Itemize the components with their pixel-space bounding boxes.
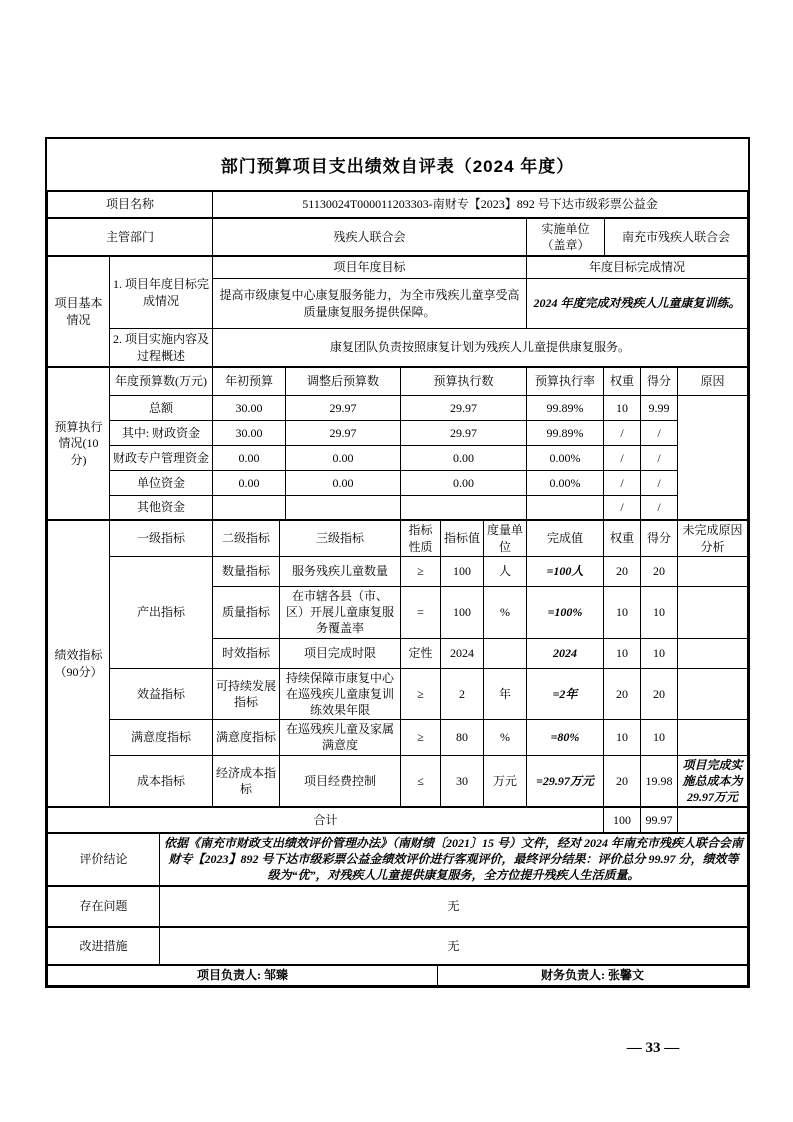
- ind-row-4-weight: 10: [604, 720, 641, 755]
- budget-row-1-initial: 30.00: [213, 421, 286, 446]
- ind-row-0-weight: 20: [604, 557, 641, 587]
- budget-row-4-initial: [213, 496, 286, 520]
- ind-row-1-nature: =: [401, 587, 441, 639]
- ind-row-2-reason: [678, 638, 748, 668]
- problems-text: 无: [160, 886, 748, 926]
- ind-row-0-l1: 产出指标: [110, 557, 213, 669]
- conclusion-band: [47, 833, 748, 886]
- budget-row-1-name: 其中: 财政资金: [110, 421, 213, 446]
- ind-row-5-l1: 成本指标: [110, 755, 213, 807]
- ind-header-l3: 三级指标: [280, 521, 401, 557]
- budget-row-1-executed: 29.97: [401, 421, 527, 446]
- ind-row-5-score: 19.98: [641, 755, 678, 807]
- ind-row-0-actual: =100人: [527, 557, 604, 587]
- improvements-label: 改进措施: [48, 927, 160, 964]
- ind-row-5-l3: 项目经费控制: [280, 755, 401, 807]
- basic-row2-label: 2. 项目实施内容及过程概述: [110, 329, 213, 367]
- budget-row-3-adjusted: 0.00: [286, 471, 401, 496]
- table-row: [48, 421, 748, 446]
- indicators-section-label: 绩效指标（90分）: [48, 521, 110, 807]
- basic-section-label: 项目基本情况: [48, 257, 110, 367]
- budget-row-0-weight: 10: [604, 396, 641, 421]
- ind-row-1-l2: 质量指标: [213, 587, 280, 639]
- ind-row-4-l1: 满意度指标: [110, 720, 213, 755]
- budget-header-initial: 年初预算: [213, 368, 286, 396]
- ind-row-1-reason: [678, 587, 748, 639]
- goal-completion-text: 2024 年度完成对残疾人儿童康复训练。: [527, 279, 748, 329]
- ind-row-1-unit: %: [484, 587, 527, 639]
- budget-header-reason: 原因: [678, 368, 748, 396]
- ind-row-0-reason: [678, 557, 748, 587]
- ind-row-1-l3: 在市辖各县（市、区）开展儿童康复服务覆盖率: [280, 587, 401, 639]
- ind-row-0-unit: 人: [484, 557, 527, 587]
- improvements-band: [47, 927, 748, 965]
- ind-row-4-unit: %: [484, 720, 527, 755]
- ind-row-3-nature: ≥: [401, 668, 441, 720]
- budget-header-adjusted: 调整后预算数: [286, 368, 401, 396]
- goal-completion-header: 年度目标完成情况: [527, 257, 748, 279]
- table-row: [48, 668, 748, 720]
- project-name-label: 项目名称: [48, 192, 213, 218]
- budget-row-2-score: /: [641, 446, 678, 471]
- budget-row-0-name: 总额: [110, 396, 213, 421]
- budget-row-2-adjusted: 0.00: [286, 446, 401, 471]
- budget-row-2-executed: 0.00: [401, 446, 527, 471]
- ind-row-4-nature: ≥: [401, 720, 441, 755]
- ind-row-1-weight: 10: [604, 587, 641, 639]
- ind-row-2-score: 10: [641, 638, 678, 668]
- ind-row-1-score: 10: [641, 587, 678, 639]
- ind-row-2-weight: 10: [604, 638, 641, 668]
- dept-label: 主管部门: [48, 219, 213, 256]
- impl-unit-label: 实施单位（盖章）: [527, 219, 605, 256]
- budget-row-0-rate: 99.89%: [527, 396, 604, 421]
- budget-row-2-weight: /: [604, 446, 641, 471]
- ind-header-actual: 完成值: [527, 521, 604, 557]
- ind-header-l1: 一级指标: [110, 521, 213, 557]
- improvements-text: 无: [160, 927, 748, 964]
- ind-row-3-l2: 可持续发展指标: [213, 668, 280, 720]
- budget-header-rate: 预算执行率: [527, 368, 604, 396]
- budget-row-4-score: /: [641, 496, 678, 520]
- budget-header-executed: 预算执行数: [401, 368, 527, 396]
- ind-row-0-score: 20: [641, 557, 678, 587]
- table-row: [48, 755, 748, 807]
- total-label: 合计: [48, 808, 604, 833]
- table-row: [48, 496, 748, 520]
- ind-row-0-value: 100: [441, 557, 484, 587]
- dept-value: 残疾人联合会: [213, 219, 527, 256]
- ind-header-score: 得分: [641, 521, 678, 557]
- impl-unit-value: 南充市残疾人联合会: [605, 219, 748, 256]
- ind-header-weight: 权重: [604, 521, 641, 557]
- annual-goal-header: 项目年度目标: [213, 257, 527, 279]
- budget-row-4-name: 其他资金: [110, 496, 213, 520]
- ind-row-2-nature: 定性: [401, 638, 441, 668]
- ind-row-5-unit: 万元: [484, 755, 527, 807]
- ind-row-3-weight: 20: [604, 668, 641, 720]
- total-score: 99.97: [641, 808, 678, 833]
- budget-band: [47, 367, 748, 520]
- table-row: [48, 557, 748, 587]
- project-name-value: 51130024T000011203303-南财专【2023】892 号下达市级彩票公益金: [213, 192, 748, 218]
- budget-row-4-adjusted: [286, 496, 401, 520]
- table-title: 部门预算项目支出绩效自评表（2024 年度）: [47, 139, 748, 191]
- ind-row-4-reason: [678, 720, 748, 755]
- budget-row-0-score: 9.99: [641, 396, 678, 421]
- ind-row-5-value: 30: [441, 755, 484, 807]
- ind-row-4-value: 80: [441, 720, 484, 755]
- ind-header-unit: 度量单位: [484, 521, 527, 557]
- ind-row-1-value: 100: [441, 587, 484, 639]
- total-weight: 100: [604, 808, 641, 833]
- table-row: [48, 471, 748, 496]
- total-reason: [678, 808, 748, 833]
- ind-row-3-reason: [678, 668, 748, 720]
- ind-row-5-reason: 项目完成实施总成本为29.97万元: [678, 755, 748, 807]
- budget-row-2-rate: 0.00%: [527, 446, 604, 471]
- budget-header-annual: 年度预算数(万元): [110, 368, 213, 396]
- budget-row-4-weight: /: [604, 496, 641, 520]
- ind-header-reason: 未完成原因分析: [678, 521, 748, 557]
- ind-row-2-actual: 2024: [527, 638, 604, 668]
- annual-goal-text: 提高市级康复中心康复服务能力，为全市残疾儿童享受高质量康复服务提供保障。: [213, 279, 527, 329]
- table-row: [48, 396, 748, 421]
- budget-row-0-adjusted: 29.97: [286, 396, 401, 421]
- budget-row-1-adjusted: 29.97: [286, 421, 401, 446]
- budget-row-4-rate: [527, 496, 604, 520]
- budget-row-1-rate: 99.89%: [527, 421, 604, 446]
- total-band: [47, 807, 748, 833]
- budget-row-1-weight: /: [604, 421, 641, 446]
- ind-row-5-weight: 20: [604, 755, 641, 807]
- budget-row-3-executed: 0.00: [401, 471, 527, 496]
- ind-row-4-l3: 在巡残疾儿童及家属满意度: [280, 720, 401, 755]
- ind-row-0-nature: ≥: [401, 557, 441, 587]
- budget-row-2-name: 财政专户管理资金: [110, 446, 213, 471]
- conclusion-text: 依据《南充市财政支出绩效评价管理办法》（南财绩〔2021〕15 号）文件，经对 2024 年南充市残疾人联合会南财专【2023】892 号下达市级彩票公益金绩效评价进行客观评价，最终评分结果：评价总分 99.97 分，绩效等级为“优”，对残疾人儿童提供康复服务，全方位提升残疾人生活质量。: [160, 834, 748, 886]
- evaluation-table: [45, 137, 750, 988]
- budget-reason-cell: [678, 396, 748, 520]
- ind-row-3-value: 2: [441, 668, 484, 720]
- ind-row-5-l2: 经济成本指标: [213, 755, 280, 807]
- budget-row-0-initial: 30.00: [213, 396, 286, 421]
- finance-lead-signature: 财务负责人: 张馨文: [438, 965, 748, 985]
- page-number: — 33 —: [626, 1040, 680, 1056]
- problems-label: 存在问题: [48, 886, 160, 926]
- ind-row-5-nature: ≤: [401, 755, 441, 807]
- budget-header-weight: 权重: [604, 368, 641, 396]
- ind-row-4-score: 10: [641, 720, 678, 755]
- budget-row-0-executed: 29.97: [401, 396, 527, 421]
- project-name-band: [47, 191, 748, 218]
- basic-row1-label: 1. 项目年度目标完成情况: [110, 257, 213, 329]
- ind-row-2-unit: [484, 638, 527, 668]
- ind-header-nature: 指标性质: [401, 521, 441, 557]
- basic-info-band: [47, 256, 748, 367]
- budget-row-1-score: /: [641, 421, 678, 446]
- basic-row2-text: 康复团队负责按照康复计划为残疾人儿童提供康复服务。: [213, 329, 748, 367]
- ind-row-4-actual: =80%: [527, 720, 604, 755]
- budget-row-3-score: /: [641, 471, 678, 496]
- ind-row-3-actual: =2年: [527, 668, 604, 720]
- table-row: [48, 446, 748, 471]
- budget-row-3-rate: 0.00%: [527, 471, 604, 496]
- ind-row-3-score: 20: [641, 668, 678, 720]
- ind-row-5-actual: =29.97万元: [527, 755, 604, 807]
- signature-band: [47, 965, 748, 986]
- problems-band: [47, 886, 748, 927]
- department-band: [47, 218, 748, 256]
- indicators-band: [47, 520, 748, 807]
- conclusion-label: 评价结论: [48, 834, 160, 886]
- ind-row-4-l2: 满意度指标: [213, 720, 280, 755]
- budget-row-3-name: 单位资金: [110, 471, 213, 496]
- ind-header-l2: 二级指标: [213, 521, 280, 557]
- ind-row-1-actual: =100%: [527, 587, 604, 639]
- ind-row-0-l2: 数量指标: [213, 557, 280, 587]
- budget-header-score: 得分: [641, 368, 678, 396]
- budget-row-4-executed: [401, 496, 527, 520]
- table-row: [48, 720, 748, 755]
- ind-row-3-unit: 年: [484, 668, 527, 720]
- budget-row-3-weight: /: [604, 471, 641, 496]
- budget-row-2-initial: 0.00: [213, 446, 286, 471]
- ind-row-2-l2: 时效指标: [213, 638, 280, 668]
- ind-row-2-l3: 项目完成时限: [280, 638, 401, 668]
- budget-row-3-initial: 0.00: [213, 471, 286, 496]
- ind-row-3-l3: 持续保障市康复中心在巡残疾儿童康复训练效果年限: [280, 668, 401, 720]
- ind-row-2-value: 2024: [441, 638, 484, 668]
- ind-header-value: 指标值: [441, 521, 484, 557]
- ind-row-0-l3: 服务残疾儿童数量: [280, 557, 401, 587]
- project-lead-signature: 项目负责人: 邹臻: [48, 965, 438, 985]
- ind-row-3-l1: 效益指标: [110, 668, 213, 720]
- budget-section-label: 预算执行情况(10分): [48, 368, 110, 520]
